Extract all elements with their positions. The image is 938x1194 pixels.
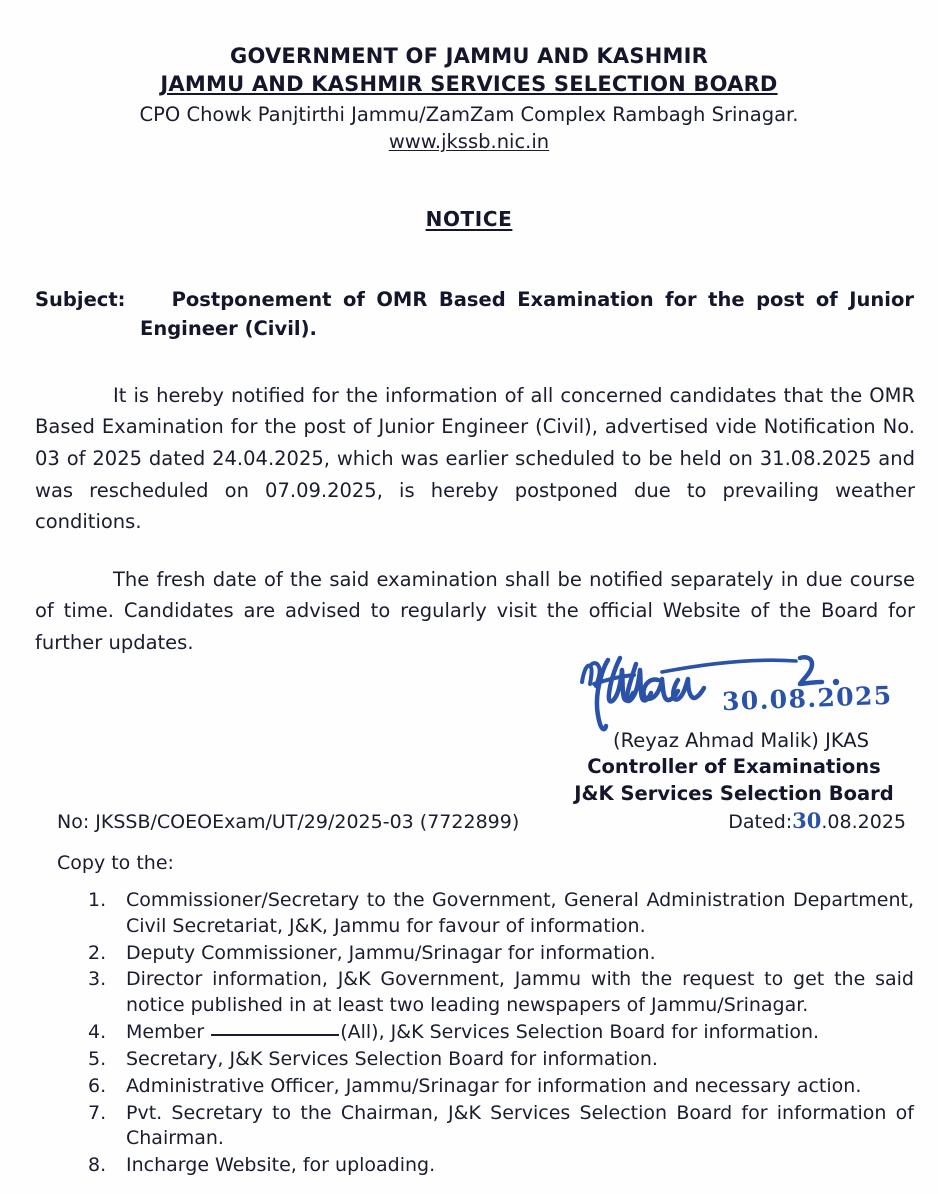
subject-text: Postponement of OMR Based Examination for the post of Junior Engineer (Civil). <box>140 288 915 340</box>
list-item <box>88 1074 914 1100</box>
dated-handwritten-day: 30 <box>792 808 822 833</box>
list-item-text: Commissioner/Secretary to the Government, General Administration Department, Civil Secretariat, J&K, Jammu for favour of information. <box>126 889 914 937</box>
distribution-list <box>88 888 914 1180</box>
list-item <box>88 888 914 940</box>
reference-row <box>57 808 914 833</box>
body-paragraph-1: It is hereby notified for the information of all concerned candidates that the OMR Based Examination for the post of Junior Engineer (Civil), advertised vide Notification No. 03 of 2025 dated 24.04.2025, which was earlier scheduled to be held on 31.08.2025 and was rescheduled on 07.09.2025, is hereby postponed due to prevailing weather conditions. <box>35 383 915 534</box>
list-item <box>88 1020 914 1046</box>
list-item <box>88 1153 914 1179</box>
body-paragraph-2: The fresh date of the said examination shall be notified separately in due course of time. Candidates are advised to regularly visit the official Website of the Board for further updates. <box>35 567 915 654</box>
list-item-number: 7. <box>88 1101 107 1124</box>
document-header <box>0 0 938 155</box>
list-item-text-before: Member <box>126 1021 205 1044</box>
list-item <box>88 941 914 967</box>
reference-number: No: JKSSB/COEOExam/UT/29/2025-03 (7722899) <box>57 811 520 833</box>
copy-to-label: Copy to the: <box>57 852 174 874</box>
handwritten-date: 30.08.2025 <box>721 680 894 717</box>
list-item-number: 3. <box>88 968 107 991</box>
signature-block <box>554 640 914 807</box>
list-item-number: 6. <box>88 1074 107 1097</box>
subject-line <box>35 286 914 343</box>
list-item-text-after: (All), J&K Services Selection Board for information. <box>340 1021 820 1044</box>
document-body <box>35 380 915 659</box>
board-title: JAMMU AND KASHMIR SERVICES SELECTION BOARD <box>160 72 778 97</box>
list-item-number: 1. <box>88 889 107 911</box>
list-item-text: Incharge Website, for uploading. <box>126 1154 436 1177</box>
dated-printed-rest: .08.2025 <box>821 811 906 833</box>
signatory-designation-1: Controller of Examinations <box>587 755 881 779</box>
list-item-number: 8. <box>88 1154 107 1177</box>
list-item-text: Secretary, J&K Services Selection Board for information. <box>126 1047 658 1070</box>
list-item <box>88 1101 914 1153</box>
reference-date <box>728 808 914 833</box>
subject-label: Subject: <box>35 288 126 312</box>
list-item-text: Pvt. Secretary to the Chairman, J&K Services Selection Board for information of Chairman. <box>126 1101 914 1150</box>
list-item-text: Director information, J&K Government, Jammu with the request to get the said notice published in at least two leading newspapers of Jammu/Srinagar. <box>126 968 914 1017</box>
list-item-number: 5. <box>88 1047 107 1070</box>
signature-ink-area <box>554 640 914 728</box>
list-item <box>88 1047 914 1073</box>
board-website: www.jkssb.nic.in <box>388 129 550 153</box>
list-item-text: Deputy Commissioner, Jammu/Srinagar for information. <box>126 941 656 964</box>
fill-in-blank <box>211 1034 339 1036</box>
signatory-designation-2: J&K Services Selection Board <box>574 781 894 805</box>
signatory-name: (Reyaz Ahmad Malik) JKAS <box>612 729 870 752</box>
government-title: GOVERNMENT OF JAMMU AND KASHMIR <box>230 44 708 68</box>
notice-heading: NOTICE <box>425 207 513 232</box>
list-item-text: Administrative Officer, Jammu/Srinagar for information and necessary action. <box>126 1074 862 1097</box>
office-address: CPO Chowk Panjtirthi Jammu/ZamZam Complex Rambagh Srinagar. <box>139 102 799 126</box>
dated-label: Dated: <box>728 811 793 833</box>
list-item-number: 2. <box>88 941 107 964</box>
list-item-number: 4. <box>88 1021 107 1044</box>
list-item <box>88 967 914 1019</box>
